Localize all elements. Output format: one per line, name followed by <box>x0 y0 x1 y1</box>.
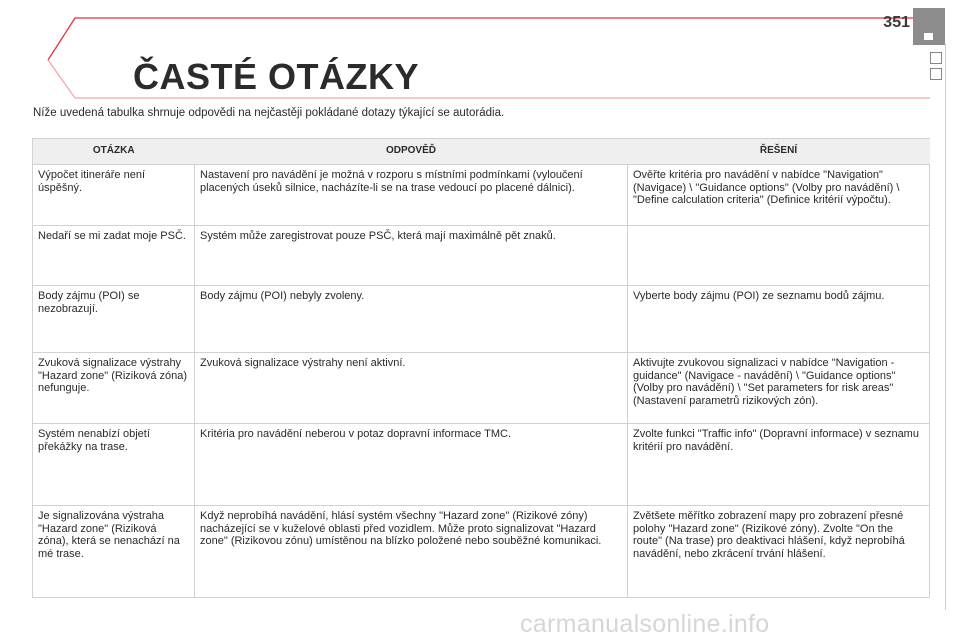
intro-text: Níže uvedená tabulka shrnuje odpovědi na nejčastěji pokládané dotazy týkající se autorádia. <box>33 107 505 119</box>
side-divider <box>945 44 946 610</box>
table-row <box>33 424 930 506</box>
page-number: 351 <box>883 14 910 31</box>
table-row <box>33 165 930 226</box>
column-header-solution: ŘEŠENÍ <box>628 139 930 165</box>
solution-cell: Vyberte body zájmu (POI) ze seznamu bodů zájmu. <box>628 286 930 353</box>
solution-cell: Aktivujte zvukovou signalizaci v nabídce "Navigation - guidance" (Navigace - navádění) \ "Guidance options" (Volby pro navádění) \ "Set parameters for risk areas" (Nastavení parametrů rizikových zón). <box>628 353 930 424</box>
answer-cell: Body zájmu (POI) nebyly zvoleny. <box>195 286 628 353</box>
question-cell: Zvuková signalizace výstrahy "Hazard zone" (Riziková zóna) nefunguje. <box>33 353 195 424</box>
table-row <box>33 353 930 424</box>
solution-cell: Ověřte kritéria pro navádění v nabídce "Navigation" (Navigace) \ "Guidance options" (Volby pro navádění) \ "Define calculation criteria" (Definice kritérií výpočtu). <box>628 165 930 226</box>
answer-cell: Když neprobíhá navádění, hlásí systém všechny "Hazard zone" (Rizikové zóny) nacházející se v kuželové oblasti před vozidlem. Může proto signalizovat "Hazard zone" (Rizikovou zónu) umístěnou na blízko položené nebo souběžné komunikaci. <box>195 506 628 598</box>
side-square-icon <box>930 52 942 64</box>
question-cell: Body zájmu (POI) se nezobrazují. <box>33 286 195 353</box>
solution-cell: Zvětšete měřítko zobrazení mapy pro zobrazení přesné polohy "Hazard zone" (Rizikové zóny). Zvolte "On the route" (Na trase) pro deaktivaci hlášení, když neprobíhá navádění, nebo zkrácení trvání hlášení. <box>628 506 930 598</box>
answer-cell: Zvuková signalizace výstrahy není aktivní. <box>195 353 628 424</box>
answer-cell: Kritéria pro navádění neberou v potaz dopravní informace TMC. <box>195 424 628 506</box>
answer-cell: Systém může zaregistrovat pouze PSČ, která mají maximálně pět znaků. <box>195 226 628 286</box>
side-square-icon <box>930 68 942 80</box>
chapter-tab <box>913 8 945 45</box>
question-cell: Systém nenabízí objetí překážky na trase. <box>33 424 195 506</box>
page-title: ČASTÉ OTÁZKY <box>133 56 420 97</box>
watermark-text: carmanualsonline.info <box>520 610 770 638</box>
column-header-answer: ODPOVĚĎ <box>195 139 628 165</box>
column-header-question: OTÁZKA <box>33 139 195 165</box>
question-cell: Je signalizována výstraha "Hazard zone" (Riziková zóna), která se nenachází na mé trase. <box>33 506 195 598</box>
question-cell: Nedaří se mi zadat moje PSČ. <box>33 226 195 286</box>
table-row <box>33 226 930 286</box>
table-header-row <box>33 139 930 165</box>
faq-table <box>32 138 930 598</box>
tab-marker-icon <box>924 33 933 40</box>
solution-cell <box>628 226 930 286</box>
solution-cell: Zvolte funkci "Traffic info" (Dopravní informace) v seznamu kritérií pro navádění. <box>628 424 930 506</box>
question-cell: Výpočet itineráře není úspěšný. <box>33 165 195 226</box>
answer-cell: Nastavení pro navádění je možná v rozporu s místními podmínkami (vyloučení placených úseků silnice, nacházíte-li se na trase vedoucí po placené dálnici). <box>195 165 628 226</box>
table-row <box>33 286 930 353</box>
table-row <box>33 506 930 598</box>
